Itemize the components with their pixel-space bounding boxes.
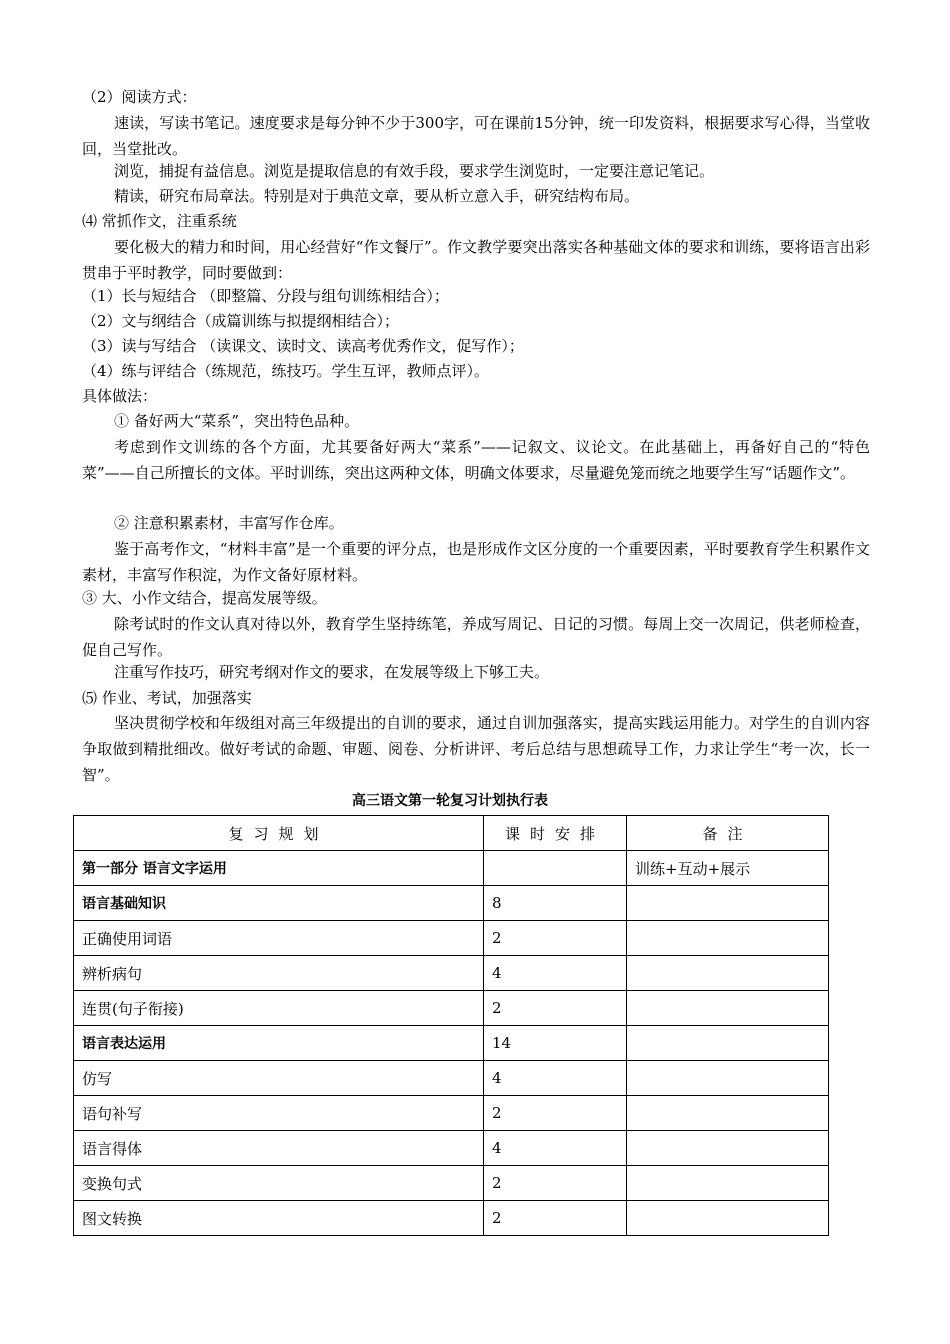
- composition-intro-paragraph: 要化极大的精力和时间，用心经营好“作文餐厅”。作文教学要突出落实各种基础文体的要求和训练，要将语言出彩贯串于平时教学，同时要做到：: [82, 238, 870, 282]
- hours-cell: 2: [484, 991, 627, 1026]
- composition-section-heading: ⑷ 常抓作文，注重系统: [82, 212, 237, 230]
- note-cell: [627, 1166, 829, 1201]
- review-plan-table: [73, 815, 829, 1236]
- writing-skills-paragraph: 注重写作技巧，研究考纲对作文的要求，在发展等级上下够工夫。: [114, 663, 550, 681]
- note-cell: [627, 1026, 829, 1061]
- specific-methods-heading: 具体做法：: [82, 387, 158, 405]
- homework-paragraph: 坚决贯彻学校和年级组对高三年级提出的自训的要求，通过自训加强落实，提高实践运用能力。对学生的自训内容争取做到精批细改。做好考试的命题、审题、阅卷、分析讲评、考后总结与思想疏导工作，力求让学生“考一次，长一智”。: [82, 714, 870, 784]
- hours-cell: 4: [484, 1131, 627, 1166]
- plan-cell: 正确使用词语: [74, 921, 484, 956]
- hours-cell: [484, 851, 627, 886]
- combination-item-4: （4）练与评结合（练规范，练技巧。学生互评，教师点评）。: [82, 362, 490, 380]
- combination-item-1: （1）长与短结合 （即整篇、分段与组句训练相结合）；: [82, 287, 449, 305]
- plan-cell: 辨析病句: [74, 956, 484, 991]
- table-row: [74, 851, 829, 886]
- note-cell: [627, 1131, 829, 1166]
- plan-cell: 语言基础知识: [74, 886, 484, 921]
- table-row: [74, 956, 829, 991]
- table-row: [74, 1131, 829, 1166]
- table-header-row: [74, 816, 829, 851]
- method-1-paragraph: 考虑到作文训练的各个方面，尤其要备好两大“菜系”——记叙文、议论文。在此基础上，再备好自己的“特色菜”——自己所擅长的文体。平时训练，突出这两种文体，明确文体要求，尽量避免笼而统之地要学生写“话题作文”。: [82, 438, 870, 482]
- note-cell: [627, 1201, 829, 1236]
- note-cell: [627, 1061, 829, 1096]
- hours-cell: 2: [484, 1096, 627, 1131]
- plan-cell: 变换句式: [74, 1166, 484, 1201]
- header-plan: 复习规划: [74, 816, 484, 851]
- table-title: 高三语文第一轮复习计划执行表: [352, 793, 548, 809]
- table-row: [74, 1096, 829, 1131]
- table-row: [74, 1061, 829, 1096]
- plan-cell: 仿写: [74, 1061, 484, 1096]
- method-3-heading: ③ 大、小作文结合，提高发展等级。: [82, 589, 327, 607]
- method-3-paragraph: 除考试时的作文认真对待以外，教育学生坚持练笔，养成写周记、日记的习惯。每周上交一次周记，供老师检查，促自己写作。: [82, 615, 870, 659]
- hours-cell: 2: [484, 1166, 627, 1201]
- header-hours: 课时安排: [484, 816, 627, 851]
- homework-section-heading: ⑸ 作业、考试，加强落实: [82, 689, 252, 707]
- table-row: [74, 991, 829, 1026]
- reading-methods-heading: （2）阅读方式：: [82, 88, 197, 106]
- header-note: 备注: [627, 816, 829, 851]
- browsing-paragraph: 浏览，捕捉有益信息。浏览是提取信息的有效手段，要求学生浏览时，一定要注意记笔记。: [114, 162, 715, 180]
- note-cell: 训练+互动+展示: [627, 851, 829, 886]
- hours-cell: 14: [484, 1026, 627, 1061]
- hours-cell: 2: [484, 1201, 627, 1236]
- table-row: [74, 886, 829, 921]
- note-cell: [627, 886, 829, 921]
- method-2-paragraph: 鉴于高考作文，“材料丰富”是一个重要的评分点，也是形成作文区分度的一个重要因素，平时要教育学生积累作文素材，丰富写作积淀，为作文备好原材料。: [82, 540, 870, 584]
- combination-item-3: （3）读与写结合 （读课文、读时文、读高考优秀作文，促写作）；: [82, 337, 524, 355]
- hours-cell: 4: [484, 1061, 627, 1096]
- note-cell: [627, 991, 829, 1026]
- table-row: [74, 921, 829, 956]
- method-2-heading: ② 注意积累素材，丰富写作仓库。: [114, 514, 344, 532]
- table-row: [74, 1201, 829, 1236]
- close-reading-paragraph: 精读，研究布局章法。特别是对于典范文章，要从析立意入手，研究结构布局。: [114, 187, 640, 205]
- plan-cell: 图文转换: [74, 1201, 484, 1236]
- hours-cell: 4: [484, 956, 627, 991]
- plan-cell: 语言得体: [74, 1131, 484, 1166]
- hours-cell: 2: [484, 921, 627, 956]
- method-1-heading: ① 备好两大“菜系”，突出特色品种。: [114, 412, 360, 430]
- table-row: [74, 1026, 829, 1061]
- note-cell: [627, 956, 829, 991]
- note-cell: [627, 921, 829, 956]
- plan-cell: 语言表达运用: [74, 1026, 484, 1061]
- table-body: [74, 851, 829, 1236]
- plan-cell: 连贯(句子衔接): [74, 991, 484, 1026]
- plan-cell: 语句补写: [74, 1096, 484, 1131]
- note-cell: [627, 1096, 829, 1131]
- table-row: [74, 1166, 829, 1201]
- combination-item-2: （2）文与纲结合（成篇训练与拟提纲相结合）；: [82, 312, 400, 330]
- plan-cell: 第一部分 语言文字运用: [74, 851, 484, 886]
- hours-cell: 8: [484, 886, 627, 921]
- speed-reading-paragraph: 速读，写读书笔记。速度要求是每分钟不少于300字，可在课前15分钟，统一印发资料，根据要求写心得，当堂收回，当堂批改。: [82, 114, 870, 158]
